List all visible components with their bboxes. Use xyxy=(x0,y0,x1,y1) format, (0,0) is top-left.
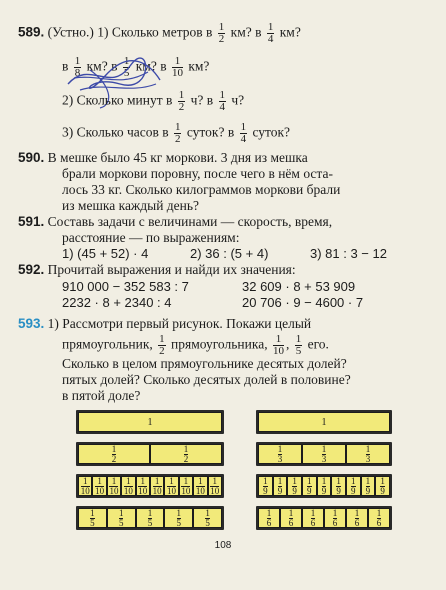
task-593-line-2: прямоугольник, $\frac{1}{2}$ прямоугольника, $\frac{1}{10}$ , $\frac{1}{5}$ его. xyxy=(62,333,329,357)
fraction: $\frac{1}{6}$ xyxy=(310,507,316,528)
fraction: $\frac{1}{9}$ xyxy=(351,475,356,496)
task-593-line-5: в пятой доле? xyxy=(62,388,141,403)
task-text: В мешке было 45 кг моркови. 3 дня из мешка xyxy=(47,150,308,165)
task-text: Прочитай выражения и найди их значения: xyxy=(47,262,296,277)
fraction: $\frac{1}{6}$ xyxy=(354,507,360,528)
task-592-expr-2: 32 609 · 8 + 53 909 xyxy=(242,279,356,294)
question-text: ч? в xyxy=(190,92,214,108)
fraction: $\frac{1}{2}$ xyxy=(159,333,165,357)
fraction-cell xyxy=(150,444,222,464)
fraction: $\frac{1}{6}$ xyxy=(266,507,272,528)
task-text: его. xyxy=(307,336,329,352)
fraction: $\frac{1}{10}$ xyxy=(109,475,119,496)
task-590-line-3: лось 33 кг. Сколько килограммов моркови брали xyxy=(62,182,341,197)
fraction-cell xyxy=(78,508,107,528)
task-text: Составь задачи с величинами — скорость, время, xyxy=(47,214,333,229)
fraction: $\frac{1}{2}$ xyxy=(174,121,181,145)
fraction-cell xyxy=(346,444,390,464)
fraction: $\frac{1}{10}$ xyxy=(80,475,90,496)
fraction: $\frac{1}{2}$ xyxy=(183,443,189,464)
fraction-cell xyxy=(346,508,368,528)
fraction-cell: 1 xyxy=(258,412,390,432)
strip-whole xyxy=(258,412,390,432)
fraction: $\frac{1}{9}$ xyxy=(277,475,283,496)
question-text: 2) Сколько минут в xyxy=(62,92,173,108)
fraction-cell xyxy=(287,476,302,496)
strip-whole xyxy=(78,412,222,432)
fraction-cell xyxy=(331,476,346,496)
fraction-strips-tenths-figure xyxy=(76,410,224,540)
strip-tenths xyxy=(78,476,222,496)
fraction: $\frac{1}{10}$ xyxy=(181,475,191,496)
task-591-line-2: расстояние — по выражениям: xyxy=(62,230,240,245)
fraction: $\frac{1}{5}$ xyxy=(118,507,124,528)
question-text: 3) Сколько часов в xyxy=(62,124,169,140)
question-text: в xyxy=(62,58,69,74)
task-589-line-1 xyxy=(18,22,301,45)
task-number: 591. xyxy=(18,214,45,229)
fraction: $\frac{1}{10}$ xyxy=(167,475,177,496)
task-589-line-3 xyxy=(62,90,244,113)
fraction-cell xyxy=(92,476,106,496)
task-number: 590. xyxy=(18,150,45,165)
fraction: $\frac{1}{5}$ xyxy=(205,507,210,528)
fraction-cell xyxy=(150,476,164,496)
strip-sixths xyxy=(258,508,390,528)
fraction: $\frac{1}{5}$ xyxy=(90,507,95,528)
task-592-line-1 xyxy=(18,262,296,278)
task-593-line-1 xyxy=(18,316,311,332)
fraction: $\frac{1}{10}$ xyxy=(123,475,133,496)
fraction-cell xyxy=(361,476,376,496)
task-number: 589. xyxy=(18,24,45,40)
fraction: $\frac{1}{2}$ xyxy=(218,21,225,45)
fraction-cell xyxy=(346,476,361,496)
task-593-line-4: пятых долей? Сколько десятых долей в половине? xyxy=(62,372,351,387)
fraction: $\frac{1}{5}$ xyxy=(295,333,302,357)
task-text: 1) Рассмотри первый рисунок. Покажи целый xyxy=(47,316,312,331)
task-591-expr-2: 2) 36 : (5 + 4) xyxy=(190,246,269,261)
fraction: $\frac{1}{3}$ xyxy=(321,443,327,464)
fraction: $\frac{1}{6}$ xyxy=(332,507,338,528)
fraction: $\frac{1}{10}$ xyxy=(195,475,205,496)
fraction: $\frac{1}{8}$ xyxy=(74,55,81,79)
strip-fifths xyxy=(78,508,222,528)
fraction: $\frac{1}{10}$ xyxy=(272,333,284,357)
fraction: $\frac{1}{9}$ xyxy=(365,475,371,496)
fraction-cell xyxy=(258,476,273,496)
fraction-cell xyxy=(121,476,135,496)
task-590-line-2: брали моркови поровну, после чего в нём оста- xyxy=(62,166,333,181)
strip-halves xyxy=(78,444,222,464)
task-592-expr-4: 20 706 · 9 − 4600 · 7 xyxy=(242,295,364,310)
fraction: $\frac{1}{5}$ xyxy=(176,507,182,528)
fraction-cell xyxy=(273,476,288,496)
question-text: суток? в xyxy=(186,124,235,140)
fraction: $\frac{1}{3}$ xyxy=(277,443,283,464)
fraction-cell xyxy=(193,508,222,528)
fraction-cell xyxy=(375,476,390,496)
fraction: $\frac{1}{2}$ xyxy=(178,89,185,113)
task-text: прямоугольник, xyxy=(62,336,153,352)
strip-ninths xyxy=(258,476,390,496)
task-591-line-1 xyxy=(18,214,332,230)
fraction: $\frac{1}{9}$ xyxy=(263,475,268,496)
fraction: $\frac{1}{9}$ xyxy=(292,475,297,496)
fraction-cell xyxy=(107,508,136,528)
task-591-expr-1: 1) (45 + 52) · 4 xyxy=(62,246,149,261)
fraction-cell xyxy=(136,476,150,496)
fraction-cell xyxy=(78,444,150,464)
fraction-cell xyxy=(368,508,390,528)
fraction-cell xyxy=(164,508,193,528)
fraction-cell xyxy=(258,508,280,528)
task-592-expr-1: 910 000 − 352 583 : 7 xyxy=(62,279,189,294)
fraction: $\frac{1}{9}$ xyxy=(380,475,385,496)
page-number: 108 xyxy=(214,540,232,551)
task-591-expr-3: 3) 81 : 3 − 12 xyxy=(310,246,387,261)
fraction-cell xyxy=(179,476,193,496)
question-text: км? xyxy=(279,24,301,40)
question-text: 1) Сколько метров в xyxy=(97,24,213,40)
task-text: прямоугольника, xyxy=(171,336,268,352)
task-589-line-4 xyxy=(62,122,290,145)
fraction: $\frac{1}{10}$ xyxy=(152,475,162,496)
question-text: км? в xyxy=(135,58,167,74)
fraction: $\frac{1}{6}$ xyxy=(376,507,382,528)
fraction: $\frac{1}{9}$ xyxy=(336,475,341,496)
fraction: $\frac{1}{10}$ xyxy=(171,55,183,79)
fraction: $\frac{1}{6}$ xyxy=(288,507,294,528)
question-text: ч? xyxy=(231,92,245,108)
fraction-cell xyxy=(136,508,165,528)
fraction-cell xyxy=(302,476,317,496)
oral-label: (Устно.) xyxy=(47,24,94,40)
question-text: км? в xyxy=(230,24,262,40)
task-592-expr-3: 2232 · 8 + 2340 : 4 xyxy=(62,295,172,310)
task-590-line-1 xyxy=(18,150,308,166)
fraction-cell xyxy=(107,476,121,496)
fraction: $\frac{1}{4}$ xyxy=(240,121,247,145)
fraction-cell xyxy=(164,476,178,496)
task-number: 593. xyxy=(18,316,45,331)
fraction: $\frac{1}{4}$ xyxy=(219,89,226,113)
fraction-cell xyxy=(324,508,346,528)
question-text: км? xyxy=(188,58,210,74)
fraction: $\frac{1}{10}$ xyxy=(95,475,105,496)
fraction-cell xyxy=(317,476,332,496)
fraction: $\frac{1}{9}$ xyxy=(307,475,312,496)
task-590-line-4: из мешка каждый день? xyxy=(62,198,200,213)
fraction: $\frac{1}{10}$ xyxy=(138,475,148,496)
task-number: 592. xyxy=(18,262,45,277)
fraction-cell xyxy=(280,508,302,528)
fraction: $\frac{1}{5}$ xyxy=(147,507,153,528)
fraction-cell xyxy=(258,444,302,464)
fraction-cell xyxy=(193,476,207,496)
fraction-strips-ninths-figure xyxy=(256,410,392,540)
fraction: $\frac{1}{5}$ xyxy=(123,55,130,79)
fraction: $\frac{1}{3}$ xyxy=(365,443,371,464)
fraction: $\frac{1}{9}$ xyxy=(321,475,327,496)
fraction-cell xyxy=(78,476,92,496)
fraction: $\frac{1}{10}$ xyxy=(210,475,220,496)
question-text: км? в xyxy=(86,58,118,74)
task-593-line-3: Сколько в целом прямоугольнике десятых долей? xyxy=(62,356,347,371)
fraction-cell xyxy=(208,476,222,496)
fraction: $\frac{1}{2}$ xyxy=(111,443,117,464)
fraction: $\frac{1}{4}$ xyxy=(267,21,274,45)
fraction-cell xyxy=(302,444,346,464)
fraction-cell xyxy=(302,508,324,528)
question-text: суток? xyxy=(252,124,291,140)
fraction-cell: 1 xyxy=(78,412,222,432)
strip-thirds xyxy=(258,444,390,464)
